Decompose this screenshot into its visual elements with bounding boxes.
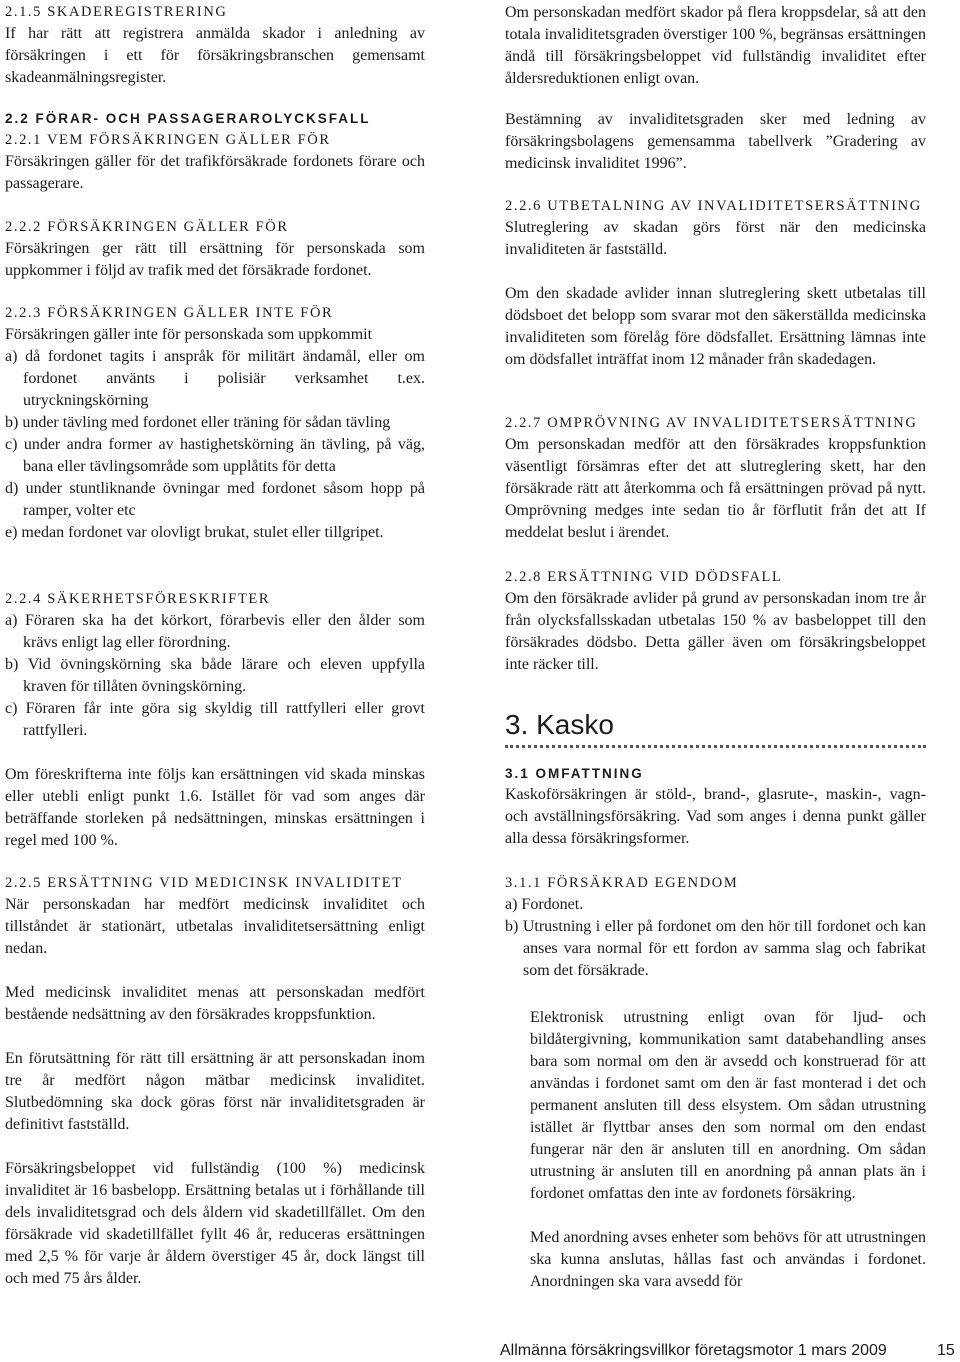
- section-heading: 2.1.5 SKADEREGISTRERING: [5, 4, 228, 20]
- section-2-2-3: [5, 303, 425, 544]
- paragraph: Bestämning av invaliditetsgraden sker med ledning av försäkringsbolagens gemensamma tabellverk ”Gradering av medicinsk invaliditet 1996”.: [505, 111, 926, 172]
- section-2-2-5: [5, 873, 425, 1290]
- paragraph: Om personskadan medför att den försäkrades kroppsfunktion väsentligt försämras efter det att slutreglering skett, har den försäkrade rätt att återkomma och få ersättningen prövad på nytt. Omprövning medges inte sedan tio år förflutit från det att If meddelat beslut i ärendet.: [505, 436, 926, 541]
- section-2-2: [5, 109, 425, 129]
- section-heading: 3.1.1 FÖRSÄKRAD EGENDOM: [505, 875, 739, 891]
- section-3-1-1: [505, 873, 926, 1293]
- section-heading: 2.2.3 FÖRSÄKRINGEN GÄLLER INTE FÖR: [5, 305, 334, 321]
- list-item: a) då fordonet tagits i anspråk för militärt ändamål, eller om fordonet använts i polisiär verksamhet t.ex. utryckningskörning: [5, 348, 425, 409]
- list-item: c) Föraren får inte göra sig skyldig till rattfylleri eller grovt rattfylleri.: [5, 700, 425, 739]
- paragraph: Om föreskrifterna inte följs kan ersättningen vid skada minskas eller utebli enligt punkt 1.6. Istället för vad som anges där beträffande storleken på nedsättningen, minskas ersättningen i regel med 100 %.: [5, 766, 425, 849]
- section-2-2-8: [505, 567, 926, 676]
- section-heading: 2.2.4 SÄKERHETSFÖRESKRIFTER: [5, 591, 271, 607]
- section-2-2-7: [505, 413, 926, 544]
- page-number: 15: [937, 1342, 955, 1359]
- paragraph-block: [505, 2, 926, 90]
- section-2-2-1: [5, 130, 425, 195]
- paragraph: Om den skadade avlider innan slutreglering skett utbetalas till dödsboet det belopp som svarar mot den säkerställda medicinska invaliditeten som förelåg före dödsfallet. Ersättning lämnas inte om dödsfallet inträffat inom 12 månader från skadedagen.: [505, 285, 926, 368]
- footer-text: Allmänna försäkringsvillkor företagsmotor 1 mars 2009: [500, 1342, 887, 1359]
- paragraph: Försäkringen gäller inte för personskada som uppkommit: [5, 326, 373, 343]
- section-heading: 2.2.5 ERSÄTTNING VID MEDICINSK INVALIDITET: [5, 875, 403, 891]
- paragraph: If har rätt att registrera anmälda skador i anledning av försäkringen i ett för försäkringsbranschen gemensamt skadeanmälningsregister.: [5, 25, 425, 86]
- section-heading: 2.2.2 FÖRSÄKRINGEN GÄLLER FÖR: [5, 219, 289, 235]
- paragraph: Kaskoförsäkringen är stöld-, brand-, glasrute-, maskin-, vagn- och avställningsförsäkring. Vad som anges i denna punkt gäller alla dessa försäkringsformer.: [505, 786, 926, 847]
- paragraph: Försäkringen ger rätt till ersättning för personskada som uppkommer i följd av trafik med det försäkrade fordonet.: [5, 240, 425, 279]
- list-item: a) Fordonet.: [505, 896, 584, 913]
- section-2-2-2: [5, 217, 425, 282]
- section-2-1-5: [5, 2, 425, 89]
- paragraph: När personskadan har medfört medicinsk invaliditet och tillståndet är stationärt, utbetalas invaliditetsersättning enligt nedan.: [5, 896, 425, 957]
- list-item: b) under tävling med fordonet eller träning för sådan tävling: [5, 414, 391, 431]
- section-3: [505, 708, 926, 742]
- paragraph-block: [505, 109, 926, 175]
- section-3-1: [505, 764, 926, 850]
- section-heading: 2.2.7 OMPRÖVNING AV INVALIDITETSERSÄTTNING: [505, 415, 918, 431]
- list-item: d) under stuntliknande övningar med fordonet såsom hopp på ramper, volter etc: [5, 480, 425, 519]
- dotted-divider: [505, 745, 926, 748]
- list-item: e) medan fordonet var olovligt brukat, stulet eller tillgripet.: [5, 524, 384, 541]
- list-item: b) Vid övningskörning ska både lärare och eleven uppfylla kraven för tillåten övningskörning.: [5, 656, 425, 695]
- section-heading: 2.2 FÖRAR- OCH PASSAGERAROLYCKSFALL: [5, 111, 371, 126]
- paragraph: Om den försäkrade avlider på grund av personskadan inom tre år från olycksfallsskadan utbetalas 150 % av basbeloppet till den försäkrades dödsbo. Detta gäller även om försäkringsbeloppet inte räcker till.: [505, 590, 926, 673]
- section-2-2-6: [505, 196, 926, 371]
- paragraph: Försäkringen gäller för det trafikförsäkrade fordonets förare och passagerare.: [5, 153, 425, 192]
- paragraph: Slutreglering av skadan görs först när den medicinska invaliditeten är fastställd.: [505, 219, 926, 258]
- chapter-heading: 3. Kasko: [505, 709, 614, 740]
- paragraph: Försäkringsbeloppet vid fullständig (100 %) medicinsk invaliditet är 16 basbelopp. Ersättning betalas ut i förhållande till dels invaliditetsgrad och dels åldern vid skadetillfället. Om den försäkrade vid skadetillfället fyllt 46 år, reduceras ersättningen med 2,5 % för varje år åldern överstiger 45 år, dock längst till och med 75 års ålder.: [5, 1160, 425, 1287]
- list-item: c) under andra former av hastighetskörning än tävling, på väg, bana eller tävlingsområde som upplåtits för detta: [5, 436, 425, 475]
- paragraph: En förutsättning för rätt till ersättning är att personskadan inom tre år medfört någon mätbar medicinsk invaliditet. Slutbedömning ska dock göras först när invaliditetsgraden är definitivt fastställd.: [5, 1050, 425, 1133]
- paragraph: Med anordning avses enheter som behövs för att utrustningen ska kunna anslutas, hållas fast och användas i fordonet. Anordningen ska vara avsedd för: [530, 1229, 926, 1290]
- list-item: b) Utrustning i eller på fordonet om den hör till fordonet och kan anses vara normal för ett fordon av samma slag och fabrikat som det försäkrade.: [505, 918, 926, 979]
- list-item: a) Föraren ska ha det körkort, förarbevis eller den ålder som krävs enligt lag eller förordning.: [5, 612, 425, 651]
- section-heading: 2.2.8 ERSÄTTNING VID DÖDSFALL: [505, 569, 783, 585]
- paragraph: Elektronisk utrustning enligt ovan för ljud- och bildåtergivning, kommunikation samt databehandling anses bara som normal om den är avsedd och konstruerad för att användas i fordonet samt om den är fast monterad i det och permanent ansluten till dess elsystem. Om sådan utrustning istället är flyttbar anses den som normal om den endast fungerar när den är ansluten till en anordning. Om sådan utrustning är ansluten till en anordning på annan plats än i fordonet omfattas den inte av fordonets försäkring.: [530, 1009, 926, 1202]
- section-2-2-4: [5, 589, 425, 852]
- section-heading: 2.2.1 VEM FÖRSÄKRINGEN GÄLLER FÖR: [5, 132, 331, 148]
- section-heading: 3.1 OMFATTNING: [505, 766, 644, 781]
- paragraph: Om personskadan medfört skador på flera kroppsdelar, så att den totala invaliditetsgraden överstiger 100 %, begränsas ersättningen ändå till försäkringsbeloppet vid fullständig invaliditet efter åldersreduktionen enligt ovan.: [505, 4, 926, 87]
- paragraph: Med medicinsk invaliditet menas att personskadan medfört bestående nedsättning av den försäkrades kroppsfunktion.: [5, 984, 425, 1023]
- section-heading: 2.2.6 UTBETALNING AV INVALIDITETSERSÄTTNING: [505, 198, 922, 214]
